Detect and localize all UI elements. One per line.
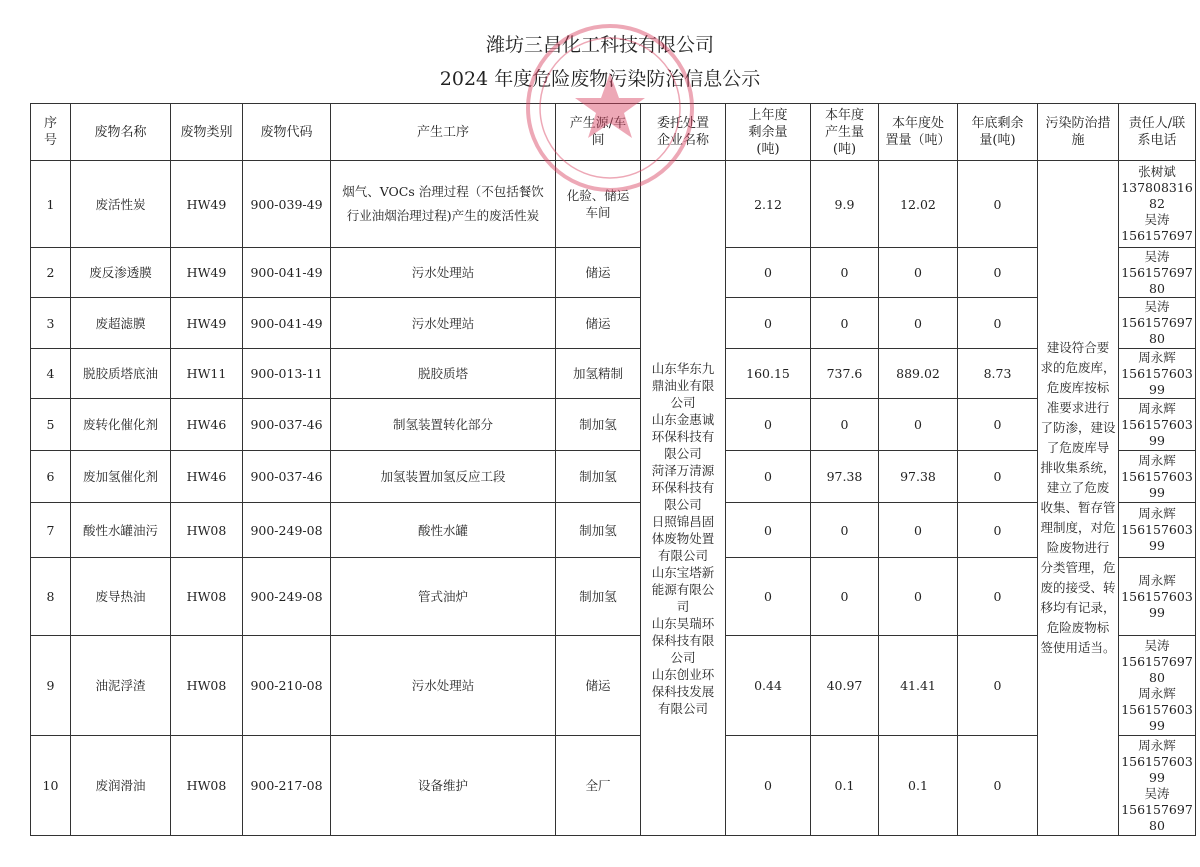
cell-contact: 吴涛 156157697 80 bbox=[1119, 248, 1196, 298]
cell-remain: 0 bbox=[958, 558, 1038, 636]
cell-disposed: 0 bbox=[879, 558, 958, 636]
cell-category: HW08 bbox=[171, 558, 243, 636]
column-header-prev: 上年度 剩余量 (吨) bbox=[726, 104, 811, 161]
cell-process: 酸性水罐 bbox=[331, 503, 556, 558]
hazardous-waste-table bbox=[30, 103, 1196, 836]
cell-source: 加氢精制 bbox=[556, 349, 641, 399]
cell-name: 废加氢催化剂 bbox=[71, 451, 171, 503]
cell-prev: 0 bbox=[726, 298, 811, 349]
cell-produced: 40.97 bbox=[811, 636, 879, 736]
pollution-measures-cell: 建设符合要 求的危废库， 危废库按标 准要求进行 了防渗，建设 了危废库导 排收集系统， 建立了危废 收集、暂存管 理制度，对危 险废物进行 分类管理，危 废的接受、转 移均有记录， 危险废物标 签使用适当。 bbox=[1038, 161, 1119, 836]
document-title: 2024 年度危险废物污染防治信息公示 bbox=[439, 68, 761, 90]
cell-name: 酸性水罐油污 bbox=[71, 503, 171, 558]
cell-disposed: 889.02 bbox=[879, 349, 958, 399]
cell-remain: 0 bbox=[958, 736, 1038, 836]
column-header-name: 废物名称 bbox=[71, 104, 171, 161]
cell-disposed: 41.41 bbox=[879, 636, 958, 736]
cell-code: 900-210-08 bbox=[243, 636, 331, 736]
column-header-source: 产生源/车 间 bbox=[556, 104, 641, 161]
cell-produced: 0.1 bbox=[811, 736, 879, 836]
cell-produced: 0 bbox=[811, 558, 879, 636]
cell-disposed: 0 bbox=[879, 248, 958, 298]
cell-name: 废活性炭 bbox=[71, 161, 171, 248]
cell-process: 制氢装置转化部分 bbox=[331, 399, 556, 451]
cell-source: 制加氢 bbox=[556, 558, 641, 636]
cell-code: 900-037-46 bbox=[243, 399, 331, 451]
column-header-no: 序 号 bbox=[31, 104, 71, 161]
cell-name: 废转化催化剂 bbox=[71, 399, 171, 451]
cell-source: 储运 bbox=[556, 298, 641, 349]
cell-contact: 张树斌 137808316 82 吴涛 156157697 bbox=[1119, 161, 1196, 248]
cell-code: 900-039-49 bbox=[243, 161, 331, 248]
table-row bbox=[31, 736, 1196, 836]
cell-prev: 2.12 bbox=[726, 161, 811, 248]
cell-category: HW08 bbox=[171, 503, 243, 558]
cell-process: 污水处理站 bbox=[331, 298, 556, 349]
cell-remain: 0 bbox=[958, 503, 1038, 558]
cell-name: 脱胶质塔底油 bbox=[71, 349, 171, 399]
cell-category: HW11 bbox=[171, 349, 243, 399]
cell-prev: 160.15 bbox=[726, 349, 811, 399]
table-row bbox=[31, 636, 1196, 736]
cell-contact: 周永辉 156157603 99 bbox=[1119, 558, 1196, 636]
cell-category: HW46 bbox=[171, 451, 243, 503]
cell-process: 污水处理站 bbox=[331, 248, 556, 298]
cell-remain: 0 bbox=[958, 248, 1038, 298]
cell-no: 2 bbox=[31, 248, 71, 298]
cell-prev: 0 bbox=[726, 736, 811, 836]
cell-produced: 0 bbox=[811, 399, 879, 451]
cell-no: 8 bbox=[31, 558, 71, 636]
cell-name: 废导热油 bbox=[71, 558, 171, 636]
cell-source: 制加氢 bbox=[556, 399, 641, 451]
cell-produced: 0 bbox=[811, 248, 879, 298]
cell-remain: 0 bbox=[958, 451, 1038, 503]
cell-prev: 0 bbox=[726, 503, 811, 558]
cell-name: 废润滑油 bbox=[71, 736, 171, 836]
column-header-produced: 本年度 产生量 (吨) bbox=[811, 104, 879, 161]
cell-contact: 吴涛 156157697 80 周永辉 156157603 99 bbox=[1119, 636, 1196, 736]
cell-process: 设备维护 bbox=[331, 736, 556, 836]
cell-no: 9 bbox=[31, 636, 71, 736]
cell-prev: 0 bbox=[726, 248, 811, 298]
table-row bbox=[31, 558, 1196, 636]
cell-disposed: 97.38 bbox=[879, 451, 958, 503]
cell-produced: 737.6 bbox=[811, 349, 879, 399]
cell-no: 7 bbox=[31, 503, 71, 558]
column-header-disposed: 本年度处 置量（吨） bbox=[879, 104, 958, 161]
cell-category: HW08 bbox=[171, 636, 243, 736]
column-header-company: 委托处置 企业名称 bbox=[641, 104, 726, 161]
cell-category: HW49 bbox=[171, 248, 243, 298]
cell-contact: 周永辉 156157603 99 bbox=[1119, 349, 1196, 399]
cell-source: 化验、储运 车间 bbox=[556, 161, 641, 248]
cell-remain: 0 bbox=[958, 161, 1038, 248]
column-header-process: 产生工序 bbox=[331, 104, 556, 161]
cell-source: 制加氢 bbox=[556, 503, 641, 558]
cell-code: 900-217-08 bbox=[243, 736, 331, 836]
table-row bbox=[31, 161, 1196, 248]
cell-prev: 0 bbox=[726, 558, 811, 636]
cell-category: HW49 bbox=[171, 298, 243, 349]
column-header-category: 废物类别 bbox=[171, 104, 243, 161]
cell-disposed: 0 bbox=[879, 503, 958, 558]
cell-name: 废超滤膜 bbox=[71, 298, 171, 349]
cell-process: 脱胶质塔 bbox=[331, 349, 556, 399]
cell-contact: 周永辉 156157603 99 bbox=[1119, 451, 1196, 503]
column-header-measures: 污染防治措 施 bbox=[1038, 104, 1119, 161]
cell-prev: 0 bbox=[726, 399, 811, 451]
cell-process: 污水处理站 bbox=[331, 636, 556, 736]
cell-process: 烟气、VOCs 治理过程（不包括餐饮 行业油烟治理过程)产生的废活性炭 bbox=[331, 161, 556, 248]
table-row bbox=[31, 451, 1196, 503]
cell-no: 3 bbox=[31, 298, 71, 349]
cell-disposed: 12.02 bbox=[879, 161, 958, 248]
cell-disposed: 0.1 bbox=[879, 736, 958, 836]
table-row bbox=[31, 349, 1196, 399]
header-row bbox=[31, 104, 1196, 161]
cell-category: HW08 bbox=[171, 736, 243, 836]
cell-process: 加氢装置加氢反应工段 bbox=[331, 451, 556, 503]
cell-code: 900-249-08 bbox=[243, 503, 331, 558]
cell-category: HW46 bbox=[171, 399, 243, 451]
cell-disposed: 0 bbox=[879, 399, 958, 451]
column-header-remain: 年底剩余 量(吨) bbox=[958, 104, 1038, 161]
cell-no: 5 bbox=[31, 399, 71, 451]
cell-source: 储运 bbox=[556, 248, 641, 298]
cell-prev: 0 bbox=[726, 451, 811, 503]
cell-process: 管式油炉 bbox=[331, 558, 556, 636]
table-row bbox=[31, 248, 1196, 298]
cell-no: 1 bbox=[31, 161, 71, 248]
cell-produced: 9.9 bbox=[811, 161, 879, 248]
table-row bbox=[31, 503, 1196, 558]
company-title: 潍坊三昌化工科技有限公司 bbox=[485, 34, 714, 56]
table-row bbox=[31, 399, 1196, 451]
cell-produced: 97.38 bbox=[811, 451, 879, 503]
cell-code: 900-037-46 bbox=[243, 451, 331, 503]
cell-contact: 吴涛 156157697 80 bbox=[1119, 298, 1196, 349]
cell-no: 6 bbox=[31, 451, 71, 503]
cell-no: 4 bbox=[31, 349, 71, 399]
cell-code: 900-041-49 bbox=[243, 248, 331, 298]
cell-prev: 0.44 bbox=[726, 636, 811, 736]
cell-name: 废反渗透膜 bbox=[71, 248, 171, 298]
cell-source: 制加氢 bbox=[556, 451, 641, 503]
cell-contact: 周永辉 156157603 99 bbox=[1119, 503, 1196, 558]
cell-source: 全厂 bbox=[556, 736, 641, 836]
cell-produced: 0 bbox=[811, 298, 879, 349]
cell-remain: 0 bbox=[958, 399, 1038, 451]
cell-category: HW49 bbox=[171, 161, 243, 248]
cell-produced: 0 bbox=[811, 503, 879, 558]
column-header-contact: 责任人/联 系电话 bbox=[1119, 104, 1196, 161]
cell-code: 900-249-08 bbox=[243, 558, 331, 636]
cell-remain: 0 bbox=[958, 636, 1038, 736]
cell-code: 900-041-49 bbox=[243, 298, 331, 349]
cell-name: 油泥浮渣 bbox=[71, 636, 171, 736]
cell-remain: 0 bbox=[958, 298, 1038, 349]
cell-disposed: 0 bbox=[879, 298, 958, 349]
disposal-companies-cell: 山东华东九 鼎油业有限 公司 山东金惠诚 环保科技有 限公司 菏泽万清源 环保科技有 限公司 日照锦昌固 体废物处置 有限公司 山东宝塔新 能源有限公 司 山东昊瑞环 保科技有限 公司 山东创业环 保科技发展 有限公司 bbox=[641, 161, 726, 836]
cell-contact: 周永辉 156157603 99 吴涛 156157697 80 bbox=[1119, 736, 1196, 836]
cell-code: 900-013-11 bbox=[243, 349, 331, 399]
cell-remain: 8.73 bbox=[958, 349, 1038, 399]
cell-no: 10 bbox=[31, 736, 71, 836]
table-row bbox=[31, 298, 1196, 349]
cell-source: 储运 bbox=[556, 636, 641, 736]
column-header-code: 废物代码 bbox=[243, 104, 331, 161]
cell-contact: 周永辉 156157603 99 bbox=[1119, 399, 1196, 451]
